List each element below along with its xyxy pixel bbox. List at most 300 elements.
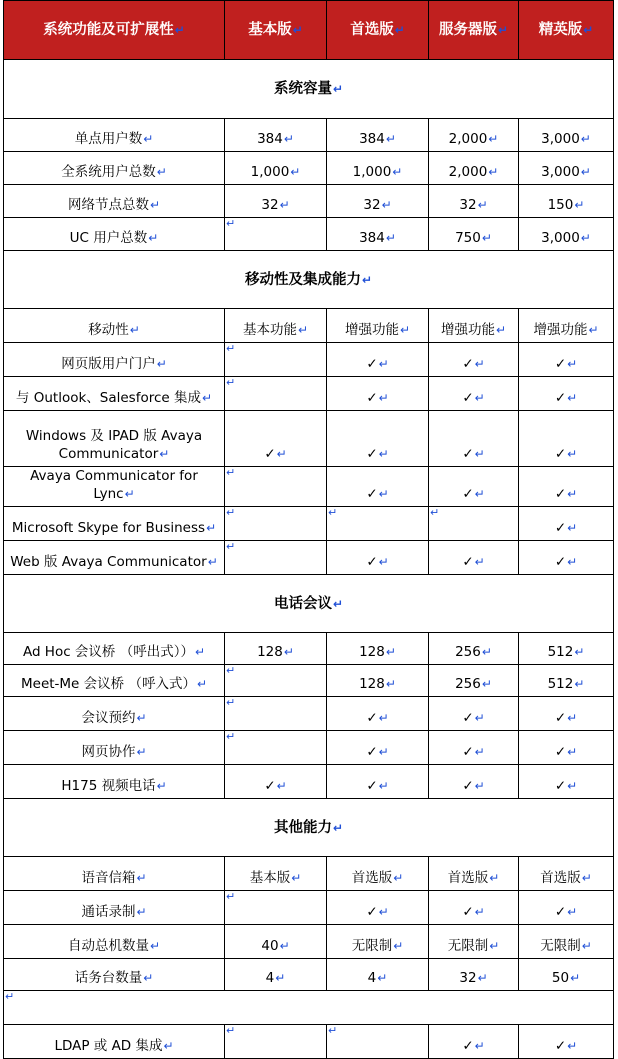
row-value: [519, 891, 614, 925]
paragraph-mark-icon: ↵: [378, 905, 389, 919]
blank-row: [4, 991, 614, 1025]
paragraph-mark-icon: ↵: [202, 391, 213, 405]
row-label: [4, 152, 225, 185]
row-value-text: ✓: [366, 446, 378, 462]
row-value: [519, 731, 614, 765]
row-value: [327, 507, 429, 541]
row-value-text: 增强功能: [533, 322, 588, 338]
paragraph-mark-icon: ↵: [136, 711, 147, 725]
paragraph-mark-icon: ↵: [570, 971, 581, 985]
header-elite: 精英版↵: [519, 1, 614, 60]
row-value: [327, 152, 429, 185]
paragraph-mark-icon: ↵: [474, 357, 485, 371]
table-row: [4, 731, 614, 765]
row-value: [519, 119, 614, 152]
row-value-text: 3,000: [541, 131, 580, 147]
row-label-text: 语音信箱: [81, 870, 136, 886]
row-value-text: ✓: [366, 778, 378, 794]
paragraph-mark-icon: ↵: [332, 82, 344, 96]
table-row: [4, 507, 614, 541]
row-value: [327, 218, 429, 251]
table-row: [4, 1025, 614, 1059]
row-value-text: 3,000: [541, 164, 580, 180]
paragraph-mark-icon: ↵: [159, 447, 170, 461]
row-value-text: ✓: [462, 446, 474, 462]
row-label-text: 全系统用户总数: [61, 164, 156, 180]
paragraph-mark-icon: ↵: [399, 323, 411, 337]
row-value-text: ✓: [264, 446, 276, 462]
paragraph-mark-icon: ↵: [283, 132, 294, 146]
row-label-text: 移动性: [88, 322, 129, 338]
table-row: [4, 925, 614, 959]
row-value-text: 256: [455, 644, 481, 660]
row-value: [519, 343, 614, 377]
paragraph-mark-icon: ↵: [226, 540, 236, 553]
row-value-text: ✓: [554, 486, 567, 502]
row-label: [4, 541, 225, 575]
row-value: [225, 309, 327, 343]
row-value-text: 4: [265, 970, 275, 986]
row-value: [225, 541, 327, 575]
row-value: [327, 309, 429, 343]
paragraph-mark-icon: ↵: [385, 645, 396, 659]
feature-comparison-table: [3, 0, 614, 1059]
row-value: [429, 1025, 519, 1059]
row-value: [429, 857, 519, 891]
row-label: [4, 343, 225, 377]
row-label-text: 会议预约: [81, 710, 136, 726]
row-value: [225, 1025, 327, 1059]
row-value: [429, 959, 519, 991]
row-value-text: 384: [257, 131, 283, 147]
row-label: [4, 959, 225, 991]
paragraph-mark-icon: ↵: [481, 677, 492, 691]
row-value: [519, 152, 614, 185]
paragraph-mark-icon: ↵: [567, 487, 578, 501]
row-value-text: 128: [359, 644, 385, 660]
paragraph-mark-icon: ↵: [393, 871, 404, 885]
row-value-text: ✓: [366, 904, 378, 920]
paragraph-mark-icon: ↵: [385, 677, 396, 691]
row-value: [519, 925, 614, 959]
row-value: [429, 925, 519, 959]
row-value-text: ✓: [462, 390, 474, 406]
row-value-text: 2,000: [448, 164, 488, 180]
paragraph-mark-icon: ↵: [226, 342, 236, 355]
row-value-text: ✓: [462, 486, 474, 502]
paragraph-mark-icon: ↵: [226, 376, 236, 389]
row-value-text: ✓: [554, 520, 567, 536]
row-value: [519, 309, 614, 343]
row-label-text: Avaya Communicator for Lync: [30, 468, 198, 502]
paragraph-mark-icon: ↵: [378, 555, 389, 569]
row-label: [4, 119, 225, 152]
row-label-text: LDAP 或 AD 集成: [54, 1038, 163, 1054]
row-value: [429, 343, 519, 377]
paragraph-mark-icon: ↵: [148, 231, 159, 245]
table-row: [4, 152, 614, 185]
paragraph-mark-icon: ↵: [489, 939, 500, 953]
row-value-text: 2,000: [448, 131, 488, 147]
paragraph-mark-icon: ↵: [149, 939, 161, 953]
paragraph-mark-icon: ↵: [474, 711, 485, 725]
paragraph-mark-icon: ↵: [378, 711, 389, 725]
paragraph-mark-icon: ↵: [378, 779, 389, 793]
row-value-text: 40: [261, 938, 279, 954]
paragraph-mark-icon: ↵: [149, 198, 161, 212]
paragraph-mark-icon: ↵: [206, 521, 217, 535]
row-label: [4, 765, 225, 799]
row-label-text: H175 视频电话: [61, 778, 156, 794]
table-row: [4, 959, 614, 991]
row-value-text: 基本版: [249, 870, 291, 886]
row-value: [225, 697, 327, 731]
row-value: [519, 959, 614, 991]
paragraph-mark-icon: ↵: [567, 905, 578, 919]
row-value: [519, 665, 614, 697]
row-value-text: 50: [551, 970, 570, 986]
row-value: [225, 185, 327, 218]
row-value: [327, 411, 429, 467]
row-label: [4, 857, 225, 891]
row-label-text: 网页协作: [81, 744, 136, 760]
paragraph-mark-icon: ↵: [143, 132, 154, 146]
paragraph-mark-icon: ↵: [378, 487, 389, 501]
row-value: [429, 891, 519, 925]
row-value-text: 512: [547, 676, 574, 692]
row-value-text: ✓: [462, 1038, 474, 1054]
row-value-text: ✓: [366, 356, 378, 372]
paragraph-mark-icon: ↵: [156, 779, 167, 793]
row-label-text: 单点用户数: [74, 131, 143, 147]
row-value-text: 1,000: [352, 164, 392, 180]
row-value: [327, 697, 429, 731]
paragraph-mark-icon: ↵: [226, 506, 236, 519]
row-value: [327, 665, 429, 697]
row-value-text: ✓: [462, 356, 474, 372]
row-value: [429, 377, 519, 411]
paragraph-mark-icon: ↵: [5, 990, 15, 1003]
row-value-text: 基本功能: [242, 322, 297, 338]
row-value-text: 384: [359, 230, 385, 246]
section-title-row: [4, 60, 614, 119]
row-value-text: 150: [547, 197, 574, 213]
paragraph-mark-icon: ↵: [488, 165, 499, 179]
row-value: [429, 731, 519, 765]
paragraph-mark-icon: ↵: [474, 1039, 485, 1053]
row-value: [327, 467, 429, 507]
section-title-row: [4, 799, 614, 857]
paragraph-mark-icon: ↵: [226, 890, 236, 903]
row-value-text: ✓: [554, 744, 567, 760]
row-label: [4, 731, 225, 765]
row-value: [429, 411, 519, 467]
paragraph-mark-icon: ↵: [489, 871, 500, 885]
section-title: [4, 799, 614, 857]
row-label: [4, 1025, 225, 1059]
row-label-text: Web 版 Avaya Communicator: [10, 554, 207, 570]
paragraph-mark-icon: ↵: [156, 165, 167, 179]
section-title: [4, 251, 614, 309]
section-title: [4, 575, 614, 633]
paragraph-mark-icon: ↵: [474, 391, 485, 405]
table-row: [4, 765, 614, 799]
table-row: [4, 411, 614, 467]
paragraph-mark-icon: ↵: [567, 391, 578, 405]
row-value-text: 1,000: [250, 164, 290, 180]
section-title-text: 系统容量: [273, 81, 332, 97]
row-value-text: ✓: [366, 554, 378, 570]
row-value: [519, 1025, 614, 1059]
section-title: [4, 60, 614, 119]
row-value-text: 750: [455, 230, 481, 246]
paragraph-mark-icon: ↵: [481, 645, 492, 659]
row-value-text: 无限制: [540, 938, 581, 954]
row-label: [4, 633, 225, 665]
row-value: [429, 633, 519, 665]
row-value: [429, 541, 519, 575]
header-row: [4, 1, 614, 60]
row-label: [4, 218, 225, 251]
row-value: [429, 119, 519, 152]
blank-cell: [4, 991, 614, 1025]
section-title-text: 电话会议: [273, 595, 332, 612]
row-value: [225, 119, 327, 152]
paragraph-mark-icon: ↵: [290, 165, 301, 179]
paragraph-mark-icon: ↵: [580, 231, 591, 245]
row-label-text: 话务台数量: [74, 970, 143, 986]
row-value: [225, 343, 327, 377]
paragraph-mark-icon: ↵: [430, 506, 440, 519]
table-row: [4, 185, 614, 218]
row-value: [225, 891, 327, 925]
section-title-row: [4, 575, 614, 633]
row-value-text: ✓: [462, 554, 474, 570]
row-value-text: 256: [455, 676, 481, 692]
table-row: [4, 665, 614, 697]
row-value: [519, 411, 614, 467]
section-title-row: [4, 251, 614, 309]
row-label: [4, 185, 225, 218]
paragraph-mark-icon: ↵: [136, 905, 147, 919]
paragraph-mark-icon: ↵: [392, 165, 403, 179]
paragraph-mark-icon: ↵: [196, 677, 208, 691]
row-value: [225, 411, 327, 467]
section-title-text: 移动性及集成能力: [244, 271, 361, 288]
row-value: [429, 665, 519, 697]
row-label-text: 通话录制: [81, 904, 136, 920]
row-value-text: ✓: [366, 710, 378, 726]
paragraph-mark-icon: ↵: [477, 198, 488, 212]
row-value-text: ✓: [462, 778, 474, 794]
paragraph-mark-icon: ↵: [297, 323, 309, 337]
paragraph-mark-icon: ↵: [291, 871, 302, 885]
row-label-text: Meet-Me 会议桥 （呼入式）: [20, 676, 196, 692]
paragraph-mark-icon: ↵: [393, 939, 404, 953]
section-title-text: 其他能力: [273, 819, 332, 836]
table-row: [4, 891, 614, 925]
row-value-text: 384: [359, 131, 385, 147]
paragraph-mark-icon: ↵: [143, 971, 154, 985]
paragraph-mark-icon: ↵: [279, 198, 290, 212]
paragraph-mark-icon: ↵: [378, 357, 389, 371]
table-row: [4, 343, 614, 377]
row-label: [4, 697, 225, 731]
paragraph-mark-icon: ↵: [378, 391, 389, 405]
paragraph-mark-icon: ↵: [474, 779, 485, 793]
row-value-text: ✓: [554, 554, 567, 570]
paragraph-mark-icon: ↵: [474, 447, 485, 461]
paragraph-mark-icon: ↵: [377, 971, 388, 985]
paragraph-mark-icon: ↵: [567, 521, 578, 535]
row-value: [327, 891, 429, 925]
paragraph-mark-icon: ↵: [226, 664, 236, 677]
paragraph-mark-icon: ↵: [275, 971, 286, 985]
row-value-text: 32: [261, 197, 279, 213]
paragraph-mark-icon: ↵: [574, 645, 585, 659]
paragraph-mark-icon: ↵: [574, 677, 585, 691]
paragraph-mark-icon: ↵: [495, 323, 507, 337]
row-value-text: ✓: [366, 744, 378, 760]
row-value-text: ✓: [554, 778, 567, 794]
paragraph-mark-icon: ↵: [276, 447, 287, 461]
row-value: [519, 507, 614, 541]
paragraph-mark-icon: ↵: [283, 645, 294, 659]
table-row: [4, 697, 614, 731]
row-value-text: 32: [459, 970, 477, 986]
row-value-text: ✓: [462, 744, 474, 760]
row-value-text: 128: [257, 644, 283, 660]
paragraph-mark-icon: ↵: [474, 555, 485, 569]
row-value: [225, 925, 327, 959]
row-value: [327, 119, 429, 152]
row-label-text: 与 Outlook、Salesforce 集成: [15, 390, 201, 406]
row-value-text: ✓: [366, 390, 378, 406]
row-value-text: ✓: [554, 446, 567, 462]
row-value: [429, 765, 519, 799]
row-value-text: 32: [363, 197, 381, 213]
row-value: [519, 857, 614, 891]
paragraph-mark-icon: ↵: [136, 871, 147, 885]
row-label: [4, 377, 225, 411]
row-value-text: 增强功能: [344, 322, 399, 338]
row-value: [225, 377, 327, 411]
row-value: [327, 185, 429, 218]
paragraph-mark-icon: ↵: [279, 939, 290, 953]
row-value-text: 32: [459, 197, 477, 213]
row-label: [4, 507, 225, 541]
paragraph-mark-icon: ↵: [194, 645, 206, 659]
paragraph-mark-icon: ↵: [226, 696, 236, 709]
paragraph-mark-icon: ↵: [226, 466, 236, 479]
paragraph-mark-icon: ↵: [226, 730, 236, 743]
paragraph-mark-icon: ↵: [567, 447, 578, 461]
row-value-text: 4: [367, 970, 377, 986]
row-value: [327, 541, 429, 575]
row-value: [519, 541, 614, 575]
paragraph-mark-icon: ↵: [332, 820, 344, 835]
paragraph-mark-icon: ↵: [129, 323, 140, 337]
paragraph-mark-icon: ↵: [567, 357, 578, 371]
row-value-text: 首选版: [351, 870, 393, 886]
row-value: [327, 343, 429, 377]
row-value: [429, 467, 519, 507]
header-preferred: 首选版↵: [327, 1, 429, 60]
row-label: [4, 467, 225, 507]
row-value-text: ✓: [264, 778, 276, 794]
paragraph-mark-icon: ↵: [276, 779, 287, 793]
paragraph-mark-icon: ↵: [361, 272, 373, 287]
paragraph-mark-icon: ↵: [474, 487, 485, 501]
paragraph-mark-icon: ↵: [581, 871, 592, 885]
paragraph-mark-icon: ↵: [124, 487, 135, 501]
row-value-text: ✓: [554, 1038, 567, 1054]
header-basic: 基本版↵: [225, 1, 327, 60]
row-value: [327, 959, 429, 991]
paragraph-mark-icon: ↵: [226, 1024, 236, 1037]
table-row: [4, 218, 614, 251]
row-label-text: 网络节点总数: [67, 197, 149, 213]
row-value: [225, 152, 327, 185]
row-value-text: ✓: [554, 356, 567, 372]
row-label-text: 自动总机数量: [67, 938, 149, 954]
paragraph-mark-icon: ↵: [226, 217, 236, 230]
table-row: [4, 119, 614, 152]
paragraph-mark-icon: ↵: [385, 231, 396, 245]
row-value: [519, 185, 614, 218]
row-value: [225, 857, 327, 891]
table-row: [4, 857, 614, 891]
paragraph-mark-icon: ↵: [567, 779, 578, 793]
paragraph-mark-icon: ↵: [481, 231, 492, 245]
row-label: [4, 411, 225, 467]
row-label-text: UC 用户总数: [69, 230, 148, 246]
paragraph-mark-icon: ↵: [581, 939, 592, 953]
row-value-text: 512: [547, 644, 574, 660]
row-value: [519, 377, 614, 411]
row-label-text: 网页版用户门户: [61, 356, 156, 372]
row-label: [4, 925, 225, 959]
row-value: [519, 633, 614, 665]
row-value-text: 128: [359, 676, 385, 692]
paragraph-mark-icon: ↵: [381, 198, 392, 212]
row-value: [519, 765, 614, 799]
paragraph-mark-icon: ↵: [378, 745, 389, 759]
paragraph-mark-icon: ↵: [567, 711, 578, 725]
paragraph-mark-icon: ↵: [588, 323, 599, 337]
table-row: [4, 467, 614, 507]
header-server: 服务器版↵: [429, 1, 519, 60]
row-value: [429, 309, 519, 343]
row-value-text: ✓: [462, 710, 474, 726]
row-value: [327, 633, 429, 665]
paragraph-mark-icon: ↵: [163, 1039, 174, 1053]
row-label-text: Microsoft Skype for Business: [11, 520, 206, 536]
row-value: [327, 925, 429, 959]
header-feature: 系统功能及可扩展性↵: [4, 1, 225, 60]
row-label: [4, 309, 225, 343]
row-value: [225, 467, 327, 507]
paragraph-mark-icon: ↵: [328, 1024, 338, 1037]
paragraph-mark-icon: ↵: [136, 745, 147, 759]
paragraph-mark-icon: ↵: [574, 198, 585, 212]
row-label: [4, 665, 225, 697]
row-value-text: ✓: [462, 904, 474, 920]
row-value: [429, 697, 519, 731]
row-value-text: ✓: [554, 710, 567, 726]
paragraph-mark-icon: ↵: [385, 132, 396, 146]
row-value-text: 3,000: [541, 230, 580, 246]
